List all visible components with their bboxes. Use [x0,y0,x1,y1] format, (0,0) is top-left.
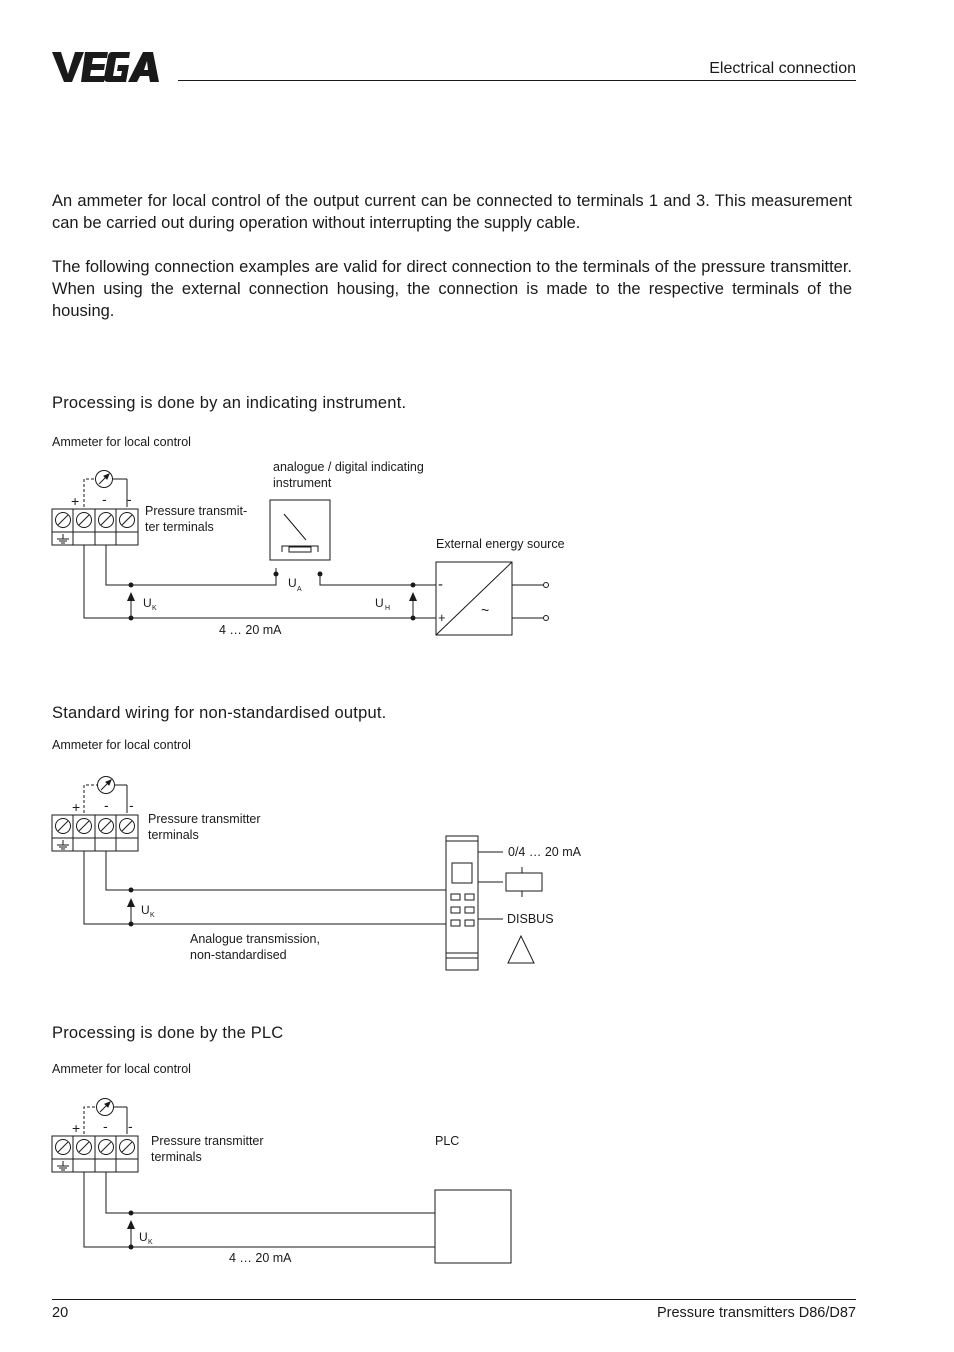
uk-sub: K [152,605,157,612]
uk-arrow-icon [127,1220,135,1229]
plus-sign: + [72,1120,81,1136]
uh-arrow-icon [409,592,417,601]
uk-label: U [143,596,152,610]
diagram3-heading: Processing is done by the PLC [52,1024,284,1042]
uk-sub: K [150,912,155,919]
ua-sub: A [297,586,302,593]
minus-sign: - [103,1118,108,1134]
diagram2-disbus-label: DISBUS [507,912,554,926]
diagram2-heading: Standard wiring for non-standardised output. [52,704,387,722]
footer-product: Pressure transmitters D86/D87 [656,1305,856,1321]
diagram1-ammeter-label: Ammeter for local control [52,435,191,449]
vega-logo-mark [52,50,172,84]
diagram2-processing-module [446,836,478,970]
ammeter-icon [96,471,113,488]
diagram3-schematic [0,1090,954,1280]
diagram1-schematic [0,460,954,650]
diagram1-terminals-label: Pressure transmit- ter terminals [145,504,248,534]
diagram2-terminals-label: Pressure transmitter terminals [148,812,261,842]
uk-arrow-icon [127,898,135,907]
diagram3-plc-box [435,1190,511,1263]
diagram1-current-label: 4 … 20 mA [219,623,282,637]
footer-rule [52,1299,856,1300]
minus-sign-2: - [127,491,132,507]
minus-sign-2: - [128,1118,133,1134]
source-tilde: ~ [481,602,490,618]
triangle-icon [508,936,534,963]
source-plus: + [438,610,446,625]
diagram3-plc-label: PLC [435,1134,460,1148]
ammeter-icon [98,777,115,794]
uh-sub: H [385,605,391,612]
page-number: 20 [52,1305,69,1321]
plus-sign: + [71,493,80,509]
ua-label: U [288,576,297,590]
section-title: Electrical connection [709,60,856,77]
uk-arrow-icon [127,592,135,601]
header-rule [178,80,856,81]
minus-sign: - [102,491,107,507]
ground-icon [57,840,69,849]
uk-label: U [141,903,150,917]
diagram2-output-label: 0/4 … 20 mA [508,845,581,859]
diagram2-ammeter-label: Ammeter for local control [52,738,191,752]
uk-sub: K [148,1239,153,1246]
relay-icon [506,873,542,891]
minus-sign: - [104,797,109,813]
diagram1-energy-label: External energy source [436,537,565,551]
diagram2-schematic [0,770,954,980]
minus-sign-2: - [129,797,134,813]
ammeter-icon [97,1099,114,1116]
uk-label: U [139,1230,148,1244]
ground-icon [57,1161,69,1170]
diagram3-ammeter-label: Ammeter for local control [52,1062,191,1076]
intro-paragraph-2: The following connection examples are valid for direct connection to the terminals of the pressure transmitter. When using the external connection housing, the connection is made to the respective terminals of the housing. [52,258,852,320]
diagram1-instrument-label: analogue / digital indicating instrument [273,460,424,490]
diagram2-transmission-label: Analogue transmission, non-standardised [190,932,320,962]
uh-label: U [375,596,384,610]
diagram1-indicating-instrument [270,500,330,560]
plus-sign: + [72,799,81,815]
vega-logo [52,50,172,89]
diagram3-current-label: 4 … 20 mA [229,1251,292,1265]
source-minus: - [438,576,443,593]
diagram3-terminals-label: Pressure transmitter terminals [151,1134,264,1164]
intro-paragraph-1: An ammeter for local control of the output current can be connected to terminals 1 and 3. This measurement can be carried out during operation without interrupting the supply cable. [52,192,852,232]
diagram1-heading: Processing is done by an indicating instrument. [52,394,407,412]
ground-icon [57,534,69,543]
